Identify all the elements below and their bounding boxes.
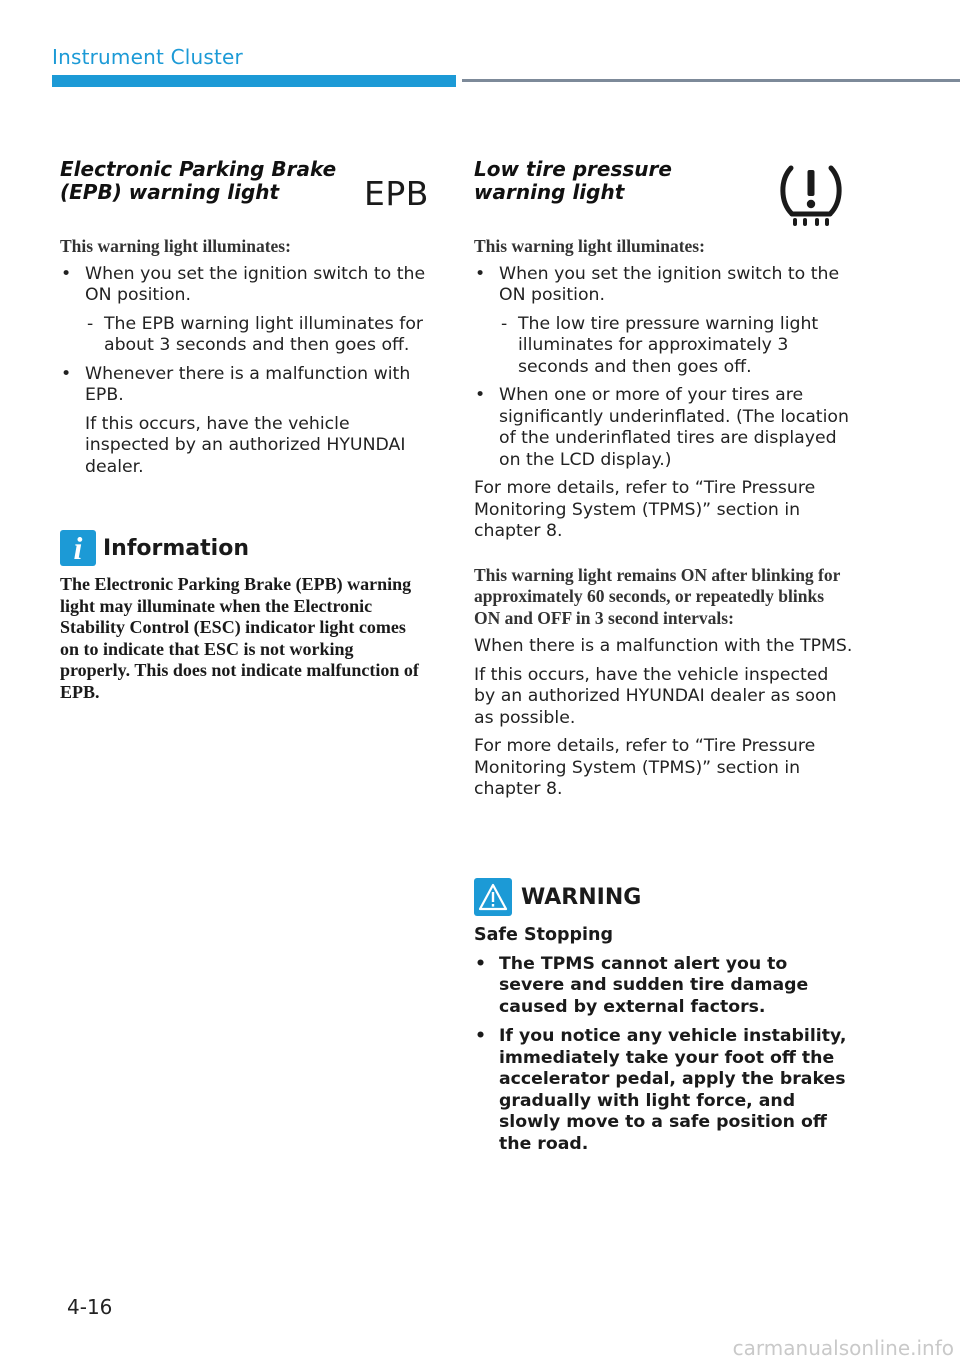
epb-inspect-note: If this occurs, have the vehicle inspected by an authorized HYUNDAI dealer. [85,413,406,477]
info-icon: i [60,530,96,566]
warning-title: WARNING [521,884,642,910]
epb-subitem-3-seconds: - The EPB warning light illuminates for about 3 seconds and then goes off. [60,314,430,357]
page-number: 4-16 [67,1295,113,1319]
tpms-bullet-ignition: • When you set the ignition switch to the ON position. [474,264,854,307]
tpms-section-title: Low tire pressure warning light [474,157,672,204]
tpms-details-reference: For more details, refer to “Tire Pressure Monitoring System (TPMS)” section in chapter 8. [474,478,816,541]
header-accent-bar [52,75,456,87]
epb-section-body [60,236,430,485]
tpms-subitem-3-seconds: - The low tire pressure warning light illuminates for approximately 3 seconds and then goes off. [474,314,854,379]
epb-illuminates-heading: This warning light illuminates: [60,236,291,256]
tpms-illuminates-heading: This warning light illuminates: [474,236,705,256]
epb-section-title: Electronic Parking Brake (EPB) warning light [60,157,337,204]
warning-triangle-icon [474,878,512,916]
warning-item-instability: • If you notice any vehicle instability, immediately take your foot off the accelerator pedal, apply the brakes gradually with light force, and slowly move to a safe position off the road. [474,1026,854,1155]
tpms-details-reference-2: For more details, refer to “Tire Pressure Monitoring System (TPMS)” section in chapter 8. [474,736,816,799]
low-tire-pressure-icon [778,162,844,226]
tpms-warning-box [474,878,854,1163]
warning-item-severe-damage: • The TPMS cannot alert you to severe and sudden tire damage caused by external factors. [474,954,854,1019]
information-header [60,530,422,566]
tpms-section-body [474,236,854,808]
epb-bullet-ignition: • When you set the ignition switch to the ON position. [60,264,430,307]
information-body: The Electronic Parking Brake (EPB) warning light may illuminate when the Electronic Stability Control (ESC) indicator light comes on to indicate that ESC is not working properly. This does not indicate malfunction of EPB. [60,574,419,702]
tpms-remains-on-heading: This warning light remains ON after blinking for approximately 60 seconds, or repeatedly blinks ON and OFF in 3 second intervals: [474,564,841,628]
chapter-title: Instrument Cluster [52,45,243,69]
tpms-malfunction-text: When there is a malfunction with the TPMS. [474,636,853,656]
epb-warning-icon: EPB [364,174,429,213]
epb-bullet-malfunction: • Whenever there is a malfunction with EPB. [60,364,430,407]
tpms-bullet-underinflated: • When one or more of your tires are significantly underinflated. (The location of the underinflated tires are displayed on the LCD display.) [474,385,854,471]
warning-subtitle: Safe Stopping [474,925,614,945]
epb-information-box [60,530,422,704]
information-title: Information [103,535,249,561]
watermark: carmanualsonline.info [732,1336,954,1360]
warning-header [474,878,854,916]
header-rule [462,79,960,82]
tpms-inspect-text: If this occurs, have the vehicle inspected by an authorized HYUNDAI dealer as soon as possible. [474,664,837,728]
